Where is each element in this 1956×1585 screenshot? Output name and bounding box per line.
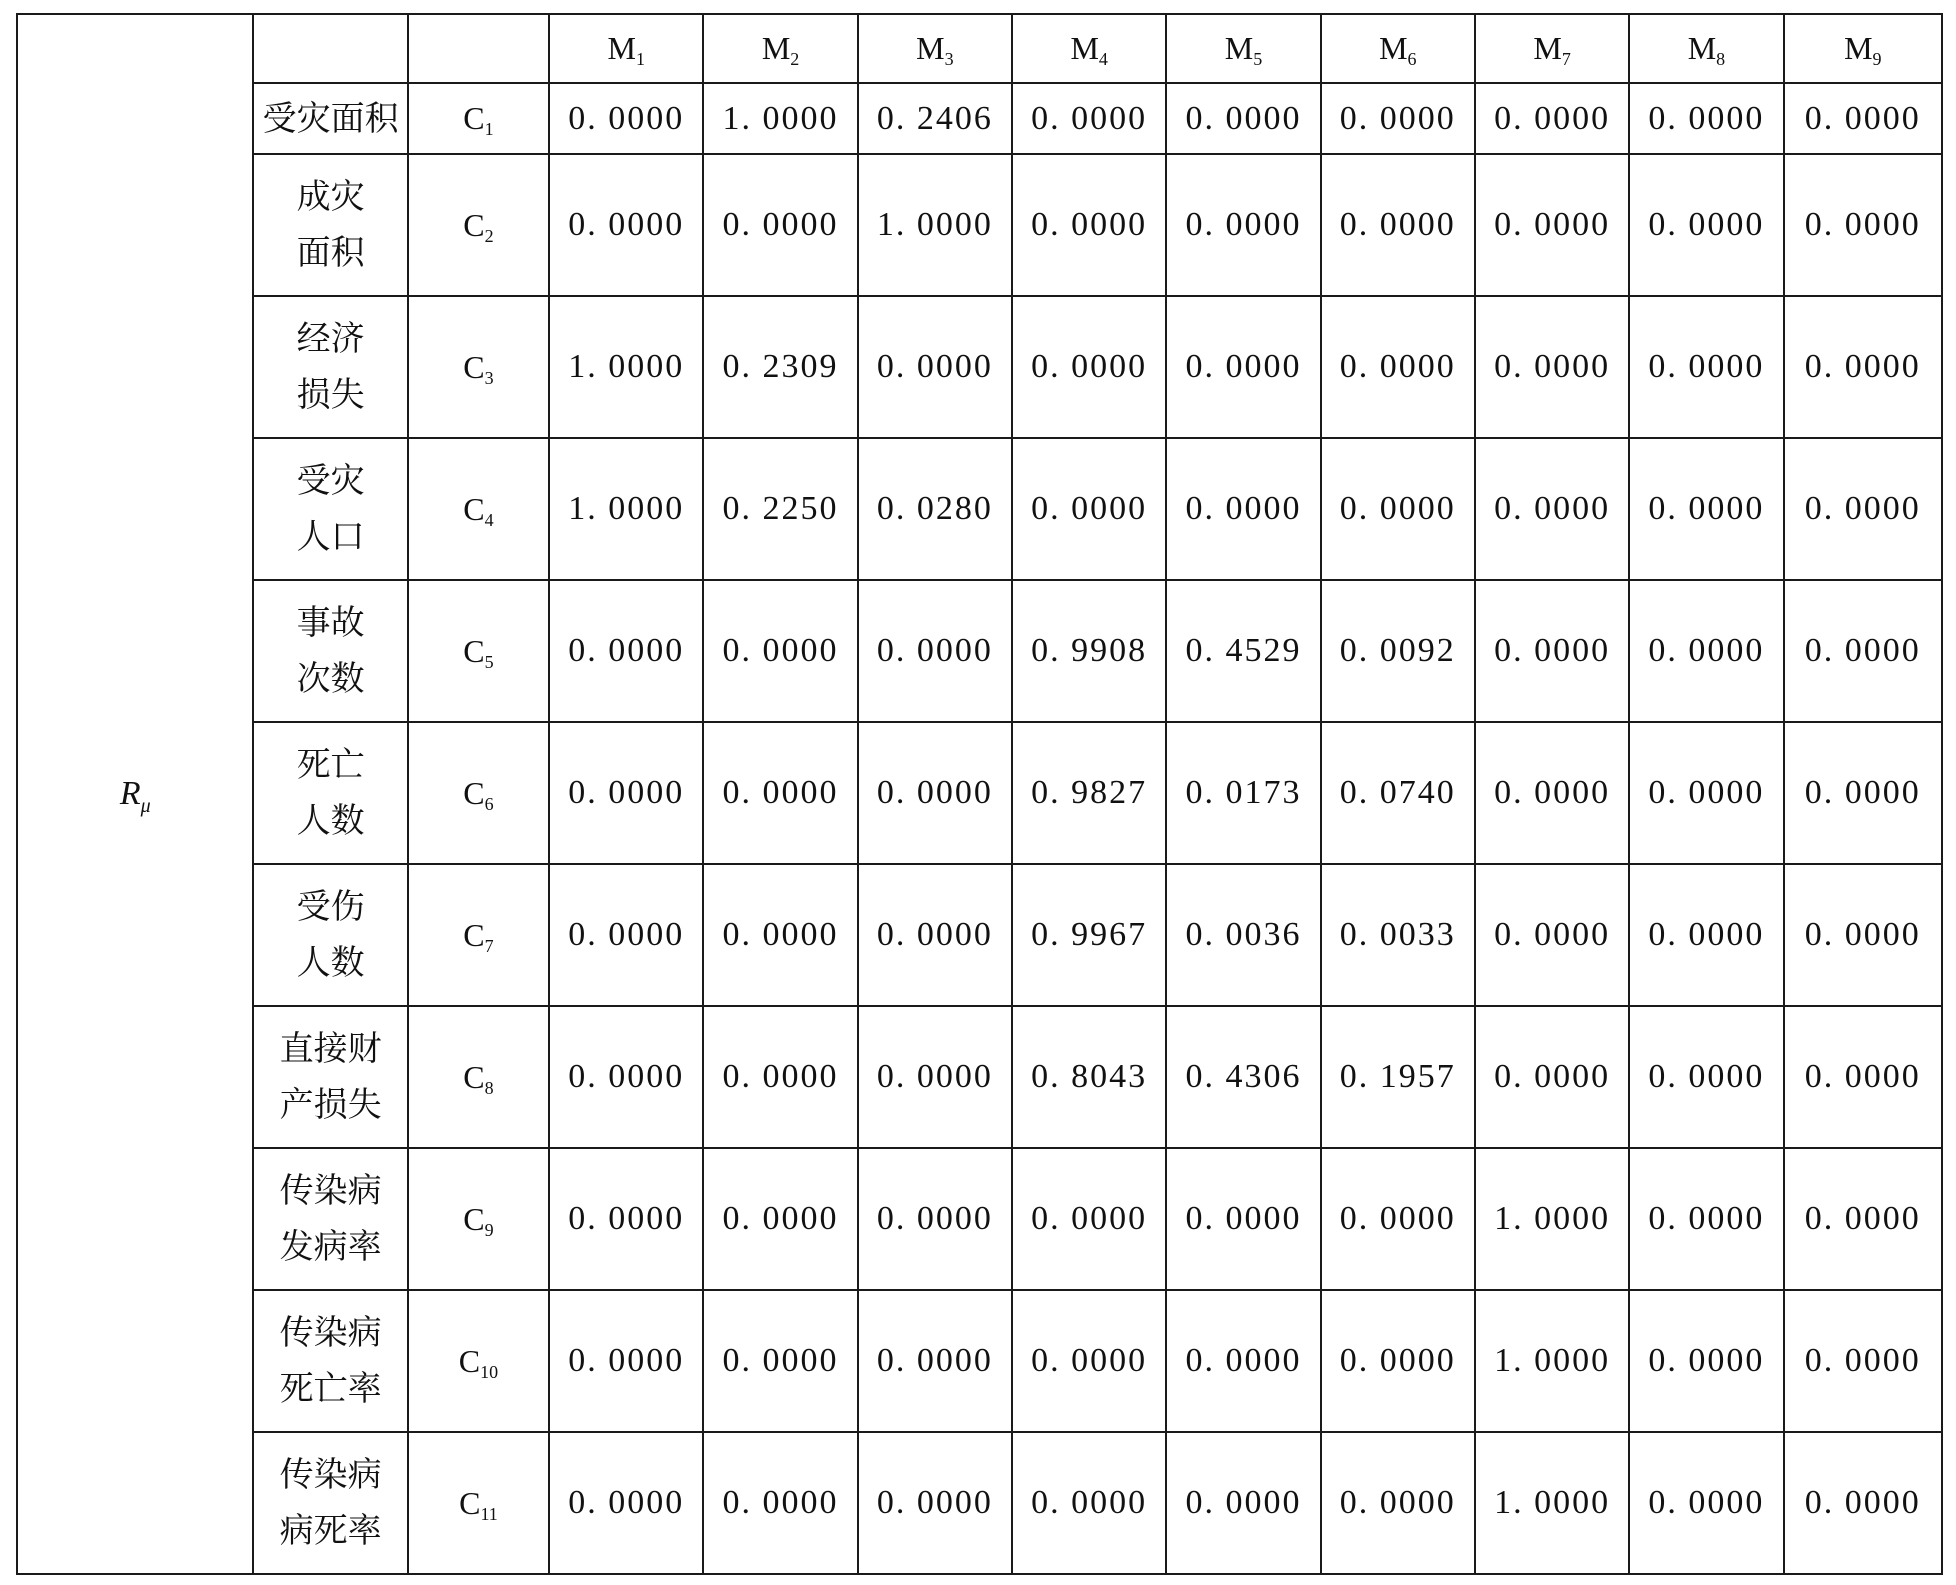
cell-value: 1. 0000	[568, 348, 685, 385]
table-row	[17, 580, 1942, 722]
table-cell	[858, 83, 1012, 154]
table-cell	[1012, 1432, 1166, 1574]
cell-value: 0. 0000	[568, 1342, 685, 1379]
cell-value: 0. 9967	[1031, 916, 1148, 953]
table-cell	[1475, 864, 1629, 1006]
table-cell	[703, 1148, 857, 1290]
indicator-name-cell	[253, 438, 407, 580]
table-cell	[1475, 154, 1629, 296]
cell-value: 0. 0000	[876, 774, 993, 811]
cell-value: 0. 0000	[1648, 348, 1765, 385]
table-row	[17, 722, 1942, 864]
indicator-name: 传染病发病率	[279, 1171, 382, 1267]
cell-value: 0. 0000	[568, 1484, 685, 1521]
column-header: $M_8$	[1629, 14, 1783, 83]
indicator-name: 直接财产损失	[279, 1029, 382, 1125]
cell-value: 0. 0000	[1185, 348, 1302, 385]
cell-value: 0. 0000	[1648, 632, 1765, 669]
cell-value: 0. 0000	[1804, 774, 1921, 811]
table-cell	[1629, 83, 1783, 154]
cell-value: 0. 0000	[1804, 916, 1921, 953]
cell-value: 0. 0000	[722, 1058, 839, 1095]
table-cell	[1012, 154, 1166, 296]
table-cell	[1475, 296, 1629, 438]
cell-value: 0. 0000	[1031, 99, 1148, 137]
indicator-code-cell	[408, 580, 549, 722]
cell-value: 0. 2309	[722, 348, 839, 385]
table-cell	[858, 1148, 1012, 1290]
table-cell	[1321, 154, 1475, 296]
indicator-code: $C_9$	[463, 1200, 494, 1240]
table-row	[17, 83, 1942, 154]
table-cell	[1012, 1148, 1166, 1290]
cell-value: 0. 0000	[1648, 916, 1765, 953]
cell-value: 0. 0000	[1185, 1484, 1302, 1521]
cell-value: 0. 0000	[1185, 1200, 1302, 1237]
cell-value: 0. 0000	[1494, 206, 1611, 243]
table-cell	[858, 296, 1012, 438]
table-cell	[703, 83, 857, 154]
table-cell	[1166, 1148, 1320, 1290]
table-cell	[1012, 1006, 1166, 1148]
cell-value: 0. 0000	[1804, 490, 1921, 527]
column-header: $M_6$	[1321, 14, 1475, 83]
table-cell	[1629, 1148, 1783, 1290]
cell-value: 0. 0000	[568, 774, 685, 811]
table-cell	[1784, 296, 1942, 438]
indicator-name: 事故次数	[296, 603, 365, 699]
cell-value: 0. 0000	[1339, 1200, 1456, 1237]
cell-value: 0. 0000	[722, 1342, 839, 1379]
table-cell	[1475, 1432, 1629, 1574]
table-cell	[1012, 296, 1166, 438]
table-cell	[1629, 154, 1783, 296]
table-cell	[1321, 296, 1475, 438]
table-cell	[1012, 864, 1166, 1006]
indicator-name-cell	[253, 1290, 407, 1432]
cell-value: 0. 0000	[722, 206, 839, 243]
indicator-code: $C_8$	[463, 1058, 494, 1098]
column-header: $M_4$	[1012, 14, 1166, 83]
cell-value: 0. 0000	[568, 99, 685, 137]
table-cell	[703, 438, 857, 580]
table-cell	[549, 1290, 703, 1432]
table-row	[17, 296, 1942, 438]
table-cell	[549, 438, 703, 580]
table-cell	[1166, 580, 1320, 722]
table-cell	[1321, 722, 1475, 864]
table-cell	[858, 864, 1012, 1006]
cell-value: 0. 0000	[722, 774, 839, 811]
indicator-code-cell	[408, 83, 549, 154]
cell-value: 0. 0092	[1339, 632, 1456, 669]
indicator-name: 经济损失	[296, 319, 365, 415]
cell-value: 0. 0000	[568, 916, 685, 953]
table-cell	[1166, 1006, 1320, 1148]
table-row	[17, 1290, 1942, 1432]
header-empty-name-cell	[253, 14, 407, 83]
cell-value: 1. 0000	[876, 206, 993, 243]
table-cell	[1321, 1006, 1475, 1148]
cell-value: 0. 0000	[1185, 99, 1302, 137]
indicator-code: $C_{11}$	[459, 1484, 498, 1524]
cell-value: 0. 0000	[1648, 1342, 1765, 1379]
indicator-name: 受伤人数	[296, 887, 365, 983]
table-cell	[1166, 864, 1320, 1006]
cell-value: 1. 0000	[1494, 1200, 1611, 1237]
table-cell	[1784, 1290, 1942, 1432]
cell-value: 0. 0000	[1185, 206, 1302, 243]
table-cell	[549, 1432, 703, 1574]
cell-value: 0. 0000	[1648, 1484, 1765, 1521]
table-cell	[703, 296, 857, 438]
table-cell	[549, 1148, 703, 1290]
cell-value: 0. 0000	[568, 1200, 685, 1237]
cell-value: 0. 0000	[1339, 1484, 1456, 1521]
indicator-name: 传染病病死率	[279, 1455, 382, 1551]
cell-value: 0. 0000	[722, 632, 839, 669]
table-cell	[549, 864, 703, 1006]
table-cell	[1321, 1432, 1475, 1574]
cell-value: 0. 0000	[1494, 916, 1611, 953]
table-cell	[858, 1006, 1012, 1148]
table-cell	[549, 1006, 703, 1148]
table-cell	[1166, 83, 1320, 154]
table-cell	[1784, 722, 1942, 864]
table-row	[17, 864, 1942, 1006]
table-cell	[1784, 154, 1942, 296]
cell-value: 1. 0000	[1494, 1484, 1611, 1521]
cell-value: 0. 0000	[1494, 1058, 1611, 1095]
table-cell	[1784, 580, 1942, 722]
cell-value: 0. 1957	[1339, 1058, 1456, 1095]
table-cell	[858, 1290, 1012, 1432]
table-cell	[1321, 1290, 1475, 1432]
cell-value: 0. 0000	[1031, 348, 1148, 385]
cell-value: 0. 0000	[722, 1484, 839, 1521]
indicator-code: $C_6$	[463, 774, 494, 814]
indicator-code-cell	[408, 154, 549, 296]
cell-value: 1. 0000	[568, 490, 685, 527]
table-cell	[1475, 1290, 1629, 1432]
indicator-name: 传染病死亡率	[279, 1313, 382, 1409]
cell-value: 0. 0000	[722, 916, 839, 953]
indicator-code: $C_4$	[463, 490, 494, 530]
table-cell	[549, 154, 703, 296]
table-cell	[1012, 722, 1166, 864]
table-cell	[1629, 1432, 1783, 1574]
table-cell	[1784, 83, 1942, 154]
table-cell	[703, 1290, 857, 1432]
cell-value: 0. 9827	[1031, 774, 1148, 811]
table-cell	[1629, 296, 1783, 438]
indicator-code-cell	[408, 1148, 549, 1290]
table-cell	[1475, 438, 1629, 580]
cell-value: 0. 0000	[1648, 490, 1765, 527]
header-empty-code-cell	[408, 14, 549, 83]
cell-value: 0. 0173	[1185, 774, 1302, 811]
indicator-name-cell	[253, 864, 407, 1006]
table-cell	[1784, 864, 1942, 1006]
indicator-code: $C_3$	[463, 348, 494, 388]
header-row	[17, 14, 1942, 83]
cell-value: 0. 0000	[1031, 206, 1148, 243]
cell-value: 0. 0036	[1185, 916, 1302, 953]
table-row	[17, 1148, 1942, 1290]
column-header: $M_3$	[858, 14, 1012, 83]
cell-value: 0. 0000	[1339, 490, 1456, 527]
indicator-name-cell	[253, 83, 407, 154]
table-cell	[703, 154, 857, 296]
cell-value: 0. 0000	[722, 1200, 839, 1237]
cell-value: 0. 0000	[1804, 1200, 1921, 1237]
cell-value: 0. 0000	[1031, 1342, 1148, 1379]
column-header: $M_1$	[549, 14, 703, 83]
indicator-name-cell	[253, 580, 407, 722]
table-cell	[1475, 83, 1629, 154]
indicator-name: 成灾面积	[296, 177, 365, 273]
row-group-label: $R_\mu$	[119, 775, 151, 817]
row-group-label-cell	[17, 14, 253, 1574]
table-cell	[1784, 1148, 1942, 1290]
cell-value: 0. 0000	[1031, 1484, 1148, 1521]
cell-value: 0. 0000	[1804, 1058, 1921, 1095]
cell-value: 0. 0000	[1339, 99, 1456, 137]
cell-value: 0. 4529	[1185, 632, 1302, 669]
cell-value: 0. 0000	[876, 348, 993, 385]
table-cell	[1784, 1432, 1942, 1574]
indicator-code-cell	[408, 722, 549, 864]
table-cell	[1629, 1006, 1783, 1148]
cell-value: 0. 8043	[1031, 1058, 1148, 1095]
cell-value: 0. 0000	[876, 632, 993, 669]
table-cell	[1012, 83, 1166, 154]
table-cell	[703, 722, 857, 864]
cell-value: 0. 0000	[1494, 632, 1611, 669]
cell-value: 0. 0000	[1339, 348, 1456, 385]
table-row	[17, 1432, 1942, 1574]
indicator-name-cell	[253, 296, 407, 438]
table-cell	[703, 1006, 857, 1148]
cell-value: 0. 0000	[1804, 1484, 1921, 1521]
table-cell	[1321, 580, 1475, 722]
indicator-code-cell	[408, 296, 549, 438]
indicator-name: 受灾人口	[296, 461, 365, 557]
cell-value: 0. 0033	[1339, 916, 1456, 953]
cell-value: 0. 0000	[876, 1200, 993, 1237]
indicator-code-cell	[408, 864, 549, 1006]
cell-value: 0. 0000	[876, 1484, 993, 1521]
table-row	[17, 438, 1942, 580]
indicator-name: 死亡人数	[296, 745, 365, 841]
cell-value: 0. 0000	[1185, 490, 1302, 527]
cell-value: 0. 0000	[1494, 774, 1611, 811]
indicator-code-cell	[408, 1432, 549, 1574]
cell-value: 0. 0000	[1648, 1200, 1765, 1237]
indicator-name-cell	[253, 1432, 407, 1574]
cell-value: 1. 0000	[722, 99, 839, 137]
table-cell	[703, 864, 857, 1006]
membership-matrix-table	[16, 13, 1943, 1575]
cell-value: 0. 0000	[568, 1058, 685, 1095]
cell-value: 0. 0000	[1804, 99, 1921, 137]
indicator-name-cell	[253, 1148, 407, 1290]
cell-value: 0. 0000	[1185, 1342, 1302, 1379]
table-cell	[1629, 580, 1783, 722]
table-cell	[1166, 438, 1320, 580]
cell-value: 0. 0000	[1648, 206, 1765, 243]
table-row	[17, 1006, 1942, 1148]
indicator-code: $C_5$	[463, 632, 494, 672]
table-row	[17, 154, 1942, 296]
cell-value: 0. 0000	[1804, 632, 1921, 669]
column-header: $M_7$	[1475, 14, 1629, 83]
table-cell	[858, 580, 1012, 722]
table-cell	[1629, 438, 1783, 580]
cell-value: 0. 0000	[876, 1058, 993, 1095]
table-cell	[1784, 438, 1942, 580]
table-cell	[858, 438, 1012, 580]
indicator-code: $C_2$	[463, 206, 494, 246]
cell-value: 0. 0000	[1494, 348, 1611, 385]
cell-value: 0. 2406	[876, 99, 993, 137]
table-cell	[1321, 1148, 1475, 1290]
table-cell	[1166, 722, 1320, 864]
cell-value: 0. 4306	[1185, 1058, 1302, 1095]
cell-value: 0. 0000	[1648, 774, 1765, 811]
column-header: $M_2$	[703, 14, 857, 83]
table-cell	[1321, 438, 1475, 580]
cell-value: 0. 0740	[1339, 774, 1456, 811]
table-cell	[703, 580, 857, 722]
indicator-code: $C_7$	[463, 916, 494, 956]
table-cell	[1321, 864, 1475, 1006]
cell-value: 0. 9908	[1031, 632, 1148, 669]
table-cell	[1166, 154, 1320, 296]
table-cell	[1012, 1290, 1166, 1432]
cell-value: 0. 0000	[1648, 1058, 1765, 1095]
table-body	[17, 14, 1942, 1574]
cell-value: 0. 0000	[568, 206, 685, 243]
table-cell	[549, 296, 703, 438]
table-cell	[549, 83, 703, 154]
table-cell	[858, 722, 1012, 864]
cell-value: 0. 0000	[568, 632, 685, 669]
column-header: $M_9$	[1784, 14, 1942, 83]
table-cell	[1784, 1006, 1942, 1148]
table-cell	[549, 722, 703, 864]
table-cell	[1012, 580, 1166, 722]
indicator-name: 受灾面积	[262, 98, 399, 139]
table-cell	[858, 154, 1012, 296]
cell-value: 0. 0000	[1648, 99, 1765, 137]
table-cell	[703, 1432, 857, 1574]
table-cell	[1475, 1148, 1629, 1290]
indicator-code-cell	[408, 1290, 549, 1432]
cell-value: 0. 0000	[1339, 1342, 1456, 1379]
cell-value: 0. 0000	[1031, 490, 1148, 527]
cell-value: 0. 0000	[876, 1342, 993, 1379]
table-cell	[1166, 1432, 1320, 1574]
cell-value: 0. 0000	[1804, 206, 1921, 243]
table-cell	[1475, 1006, 1629, 1148]
cell-value: 0. 0280	[876, 490, 993, 527]
table-cell	[1629, 1290, 1783, 1432]
cell-value: 0. 2250	[722, 490, 839, 527]
column-header: $M_5$	[1166, 14, 1320, 83]
indicator-code: $C_{10}$	[458, 1342, 499, 1382]
table-cell	[1475, 580, 1629, 722]
cell-value: 0. 0000	[876, 916, 993, 953]
table-cell	[1629, 722, 1783, 864]
indicator-code-cell	[408, 438, 549, 580]
cell-value: 0. 0000	[1031, 1200, 1148, 1237]
table-cell	[1475, 722, 1629, 864]
indicator-name-cell	[253, 154, 407, 296]
indicator-code: $C_1$	[463, 100, 494, 139]
cell-value: 0. 0000	[1494, 490, 1611, 527]
cell-value: 1. 0000	[1494, 1342, 1611, 1379]
table-cell	[1166, 1290, 1320, 1432]
cell-value: 0. 0000	[1804, 1342, 1921, 1379]
table-cell	[858, 1432, 1012, 1574]
table-cell	[1012, 438, 1166, 580]
cell-value: 0. 0000	[1804, 348, 1921, 385]
table-cell	[1166, 296, 1320, 438]
table-cell	[1629, 864, 1783, 1006]
cell-value: 0. 0000	[1494, 99, 1611, 137]
cell-value: 0. 0000	[1339, 206, 1456, 243]
indicator-name-cell	[253, 722, 407, 864]
table-cell	[549, 580, 703, 722]
table-cell	[1321, 83, 1475, 154]
indicator-code-cell	[408, 1006, 549, 1148]
indicator-name-cell	[253, 1006, 407, 1148]
